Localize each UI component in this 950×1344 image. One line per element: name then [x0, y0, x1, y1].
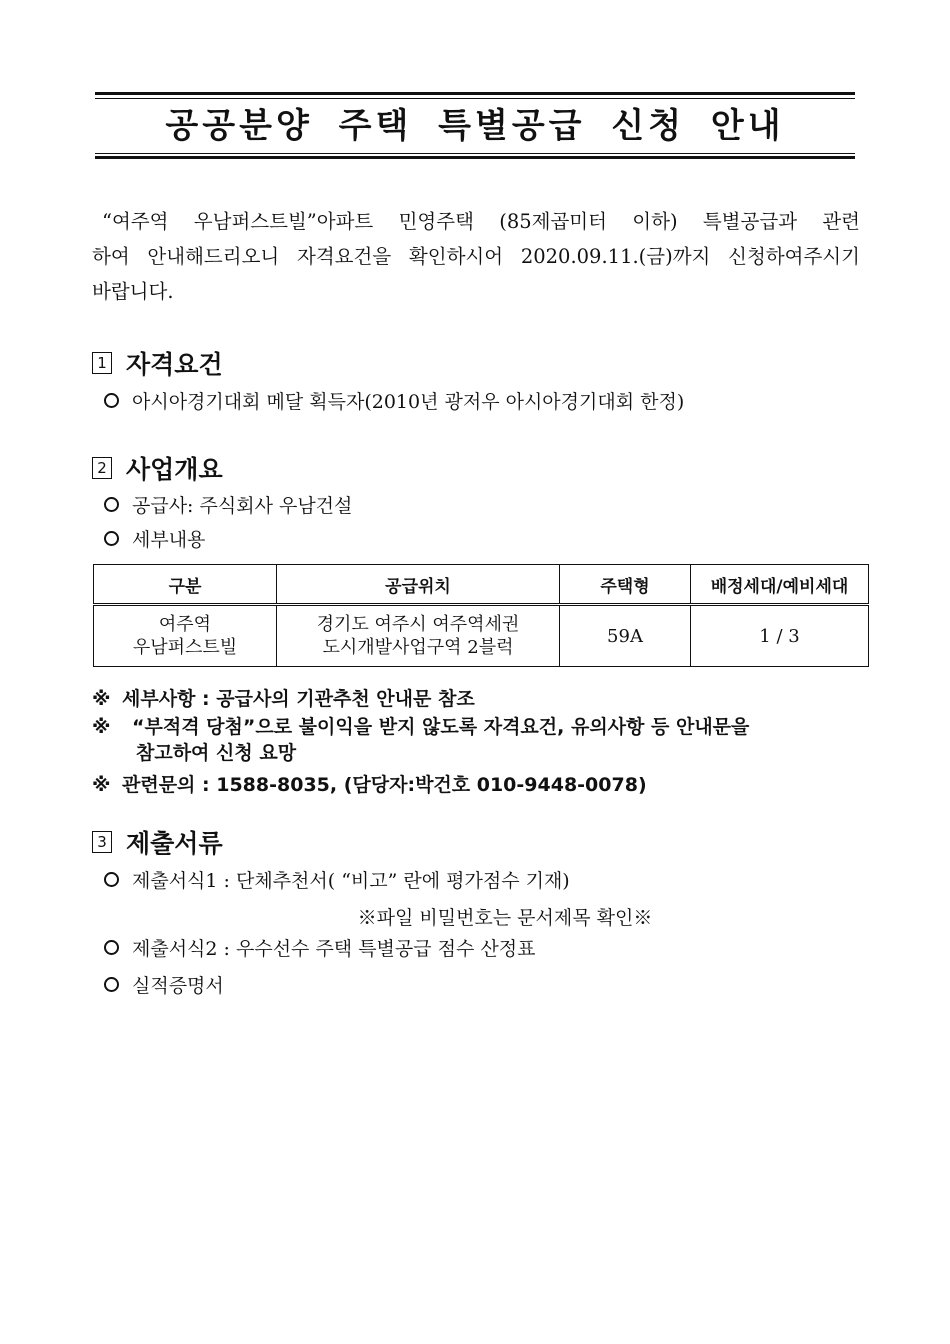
- section-3-number-box: 3: [92, 831, 112, 853]
- circle-bullet-icon: [104, 531, 119, 546]
- section-3-title: 제출서류: [126, 829, 223, 858]
- cell-allocation: 1 / 3: [691, 605, 869, 667]
- title-top-rule: [95, 92, 855, 95]
- reference-mark-icon: ※: [92, 716, 111, 738]
- header-allocation: 배정세대/예비세대: [691, 565, 869, 605]
- cell-category-line-1: 여주역: [158, 614, 212, 635]
- supply-details-table: [93, 564, 869, 667]
- circle-bullet-icon: [104, 940, 119, 955]
- circle-bullet-icon: [104, 497, 119, 512]
- cell-housing-type: 59A: [560, 605, 691, 667]
- section-2-title: 사업개요: [126, 455, 223, 484]
- bullet-text: 공급사: 주식회사 우남건설: [132, 495, 353, 517]
- section-3-bullet-1: [104, 866, 570, 893]
- cell-category-line-2: 우남퍼스트빌: [132, 637, 238, 658]
- table-row: [94, 605, 869, 667]
- note-contact: [92, 770, 862, 797]
- note-warning: [92, 714, 862, 766]
- title-bottom-thin-rule: [95, 153, 855, 154]
- bullet-text: 제출서식1 : 단체추천서( “비고” 란에 평가점수 기재): [132, 870, 570, 892]
- bullet-text: 아시아경기대회 메달 획득자(2010년 광저우 아시아경기대회 한정): [132, 391, 685, 413]
- header-category: 구분: [94, 565, 277, 605]
- title-bottom-rule: [95, 156, 855, 159]
- section-1-title: 자격요건: [126, 350, 223, 379]
- note-details-text: 세부사항 : 공급사의 기관추천 안내문 참조: [122, 688, 475, 710]
- section-2-bullet-2: [104, 525, 205, 552]
- section-1-number-box: 1: [92, 352, 112, 374]
- bullet-text: 실적증명서: [132, 975, 224, 997]
- reference-mark-icon: ※: [92, 688, 111, 710]
- section-3-heading: [92, 827, 223, 857]
- note-warning-text-1: “부적격 당첨”으로 불이익을 받지 않도록 자격요건, 유의사항 등 안내문을: [132, 716, 750, 738]
- section-2-bullet-1: [104, 491, 352, 518]
- circle-bullet-icon: [104, 872, 119, 887]
- title-top-thin-rule: [95, 98, 855, 99]
- section-2-number-box: 2: [92, 457, 112, 479]
- header-location: 공급위치: [277, 565, 560, 605]
- password-note: ※파일 비밀번호는 문서제목 확인※: [357, 907, 653, 929]
- circle-bullet-icon: [104, 977, 119, 992]
- page-title: 공공분양 주택 특별공급 신청 안내: [165, 106, 785, 146]
- cell-category: [94, 605, 277, 667]
- reference-mark-icon: ※: [92, 774, 111, 796]
- intro-paragraph: [92, 204, 860, 309]
- bullet-text: 제출서식2 : 우수선수 주택 특별공급 점수 산정표: [132, 938, 536, 960]
- circle-bullet-icon: [104, 393, 119, 408]
- note-details: [92, 684, 862, 711]
- section-1-heading: [92, 348, 223, 378]
- section-3-bullet-2: [104, 934, 535, 961]
- note-warning-text-2: 참고하여 신청 요망: [136, 742, 297, 764]
- note-contact-text: 관련문의 : 1588-8035, (담당자:박건호 010-9448-0078): [122, 774, 647, 796]
- intro-line-3: 바랍니다.: [92, 280, 174, 303]
- section-3-bullet-3: [104, 971, 224, 998]
- section-2-heading: [92, 453, 223, 483]
- intro-line-2: 하여 안내해드리오니 자격요건을 확인하시어 2020.09.11.(금)까지 신청하여주시기: [92, 245, 860, 268]
- intro-line-1: “여주역 우남퍼스트빌”아파트 민영주택 (85제곱미터 이하) 특별공급과 관련: [102, 210, 860, 233]
- table-header-row: [94, 565, 869, 605]
- title-box: [95, 92, 855, 160]
- cell-location-line-1: 경기도 여주시 여주역세권: [316, 614, 520, 635]
- section-1-bullet-1: [104, 387, 684, 414]
- cell-location: [277, 605, 560, 667]
- bullet-text: 세부내용: [132, 529, 206, 551]
- cell-location-line-2: 도시개발사업구역 2블럭: [322, 637, 514, 658]
- header-housing-type: 주택형: [560, 565, 691, 605]
